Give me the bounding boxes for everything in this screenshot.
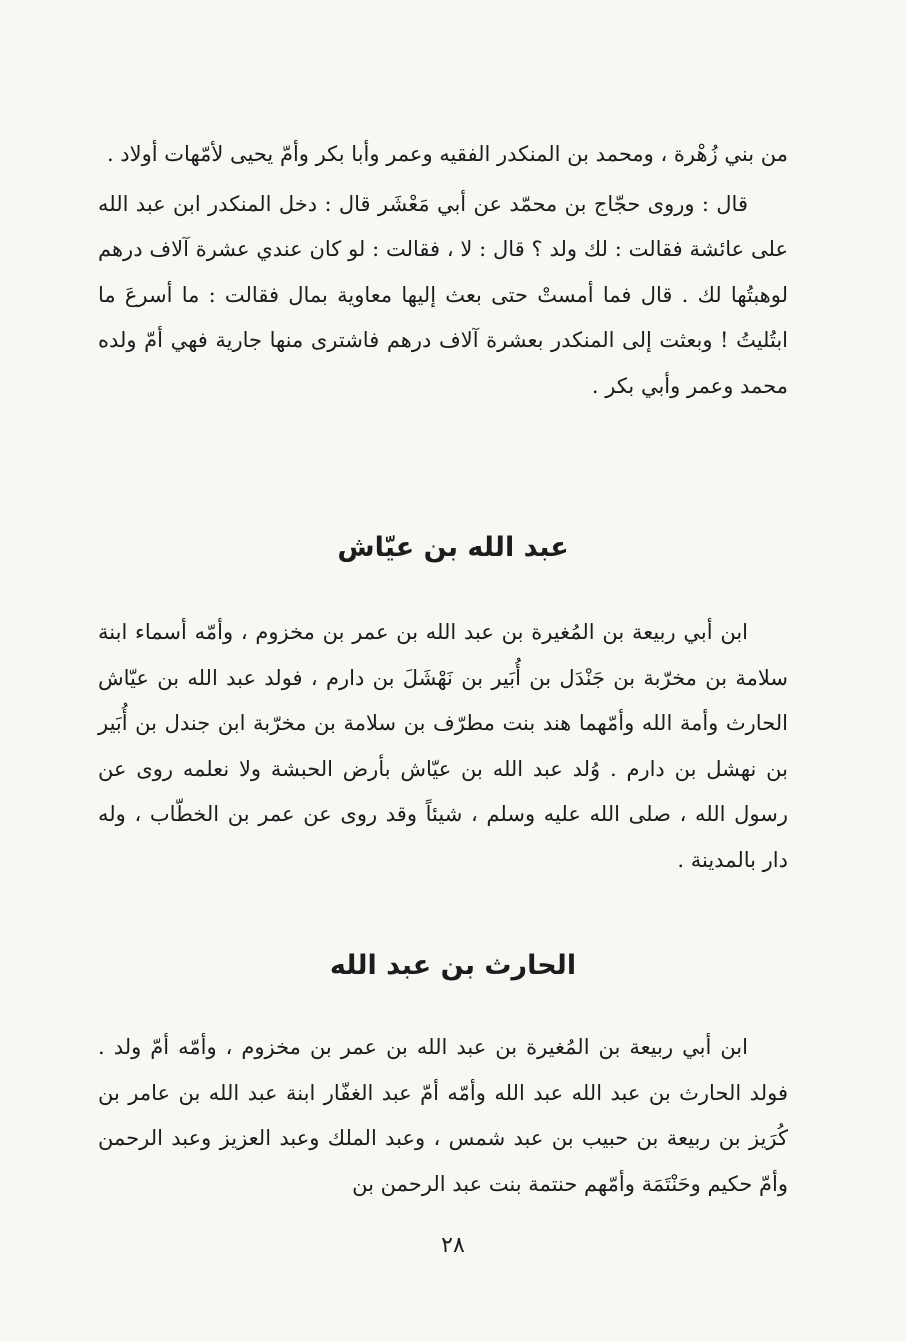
harith-text-block: [98, 1025, 788, 1207]
section-heading-harith: الحارث بن عبد الله: [329, 950, 577, 981]
page-number: ٢٨: [441, 1233, 465, 1258]
section-heading-ayyash: عبد الله بن عيّاش: [337, 532, 569, 563]
harith-paragraph: ابن أبي ربيعة بن المُغيرة بن عبد الله بن عمر بن مخزوم ، وأمّه أمّ ولد . فولد الحارث بن عبد الله عبد الله وأمّه أمّ عبد الغفّار ابنة عبد الله بن عامر بن كُرَيز بن ربيعة بن حبيب بن عبد شمس ، وعبد الملك وعبد العزيز وعبد الرحمن وأمّ حكيم وحَنْتَمَة وأمّهم حنتمة بنت عبد الرحمن بن: [98, 1035, 788, 1196]
intro-paragraph-1: من بني زُهْرة ، ومحمد بن المنكدر الفقيه وعمر وأبا بكر وأمّ يحيى لأمّهات أولاد .: [106, 142, 788, 166]
intro-paragraph-2: قال : وروى حجّاج بن محمّد عن أبي مَعْشَر قال : دخل المنكدر ابن عبد الله على عائشة فقالت : لك ولد ؟ قال : لا ، فقالت : لو كان عندي عشرة آلاف درهم لوهبتُها لك . قال فما أمستْ حتى بعث إليها معاوية بمال فقالت : ما أسرعَ ما ابتُليتُ ! وبعثت إلى المنكدر بعشرة آلاف درهم فاشترى منها جارية فهي أمّ ولده محمد وعمر وأبي بكر .: [98, 191, 788, 398]
ayyash-paragraph: ابن أبي ربيعة بن المُغيرة بن عبد الله بن عمر بن مخزوم ، وأمّه أسماء ابنة سلامة بن مخرّبة بن جَنْدَل بن أُبَير بن نَهْشَلَ بن دارم ، فولد عبد الله بن عيّاش الحارث وأمة الله وأمّهما هند بنت مطرّف بن سلامة بن مخرّبة ابن جندل بن أُبَير بن نهشل بن دارم . وُلد عبد الله بن عيّاش بأرض الحبشة ولا نعلمه روى عن رسول الله ، صلى الله عليه وسلم ، شيئاً وقد روى عن عمر بن الخطّاب ، وله دار بالمدينة .: [98, 620, 788, 872]
ayyash-text-block: [98, 610, 788, 883]
intro-text-block: [98, 132, 788, 409]
